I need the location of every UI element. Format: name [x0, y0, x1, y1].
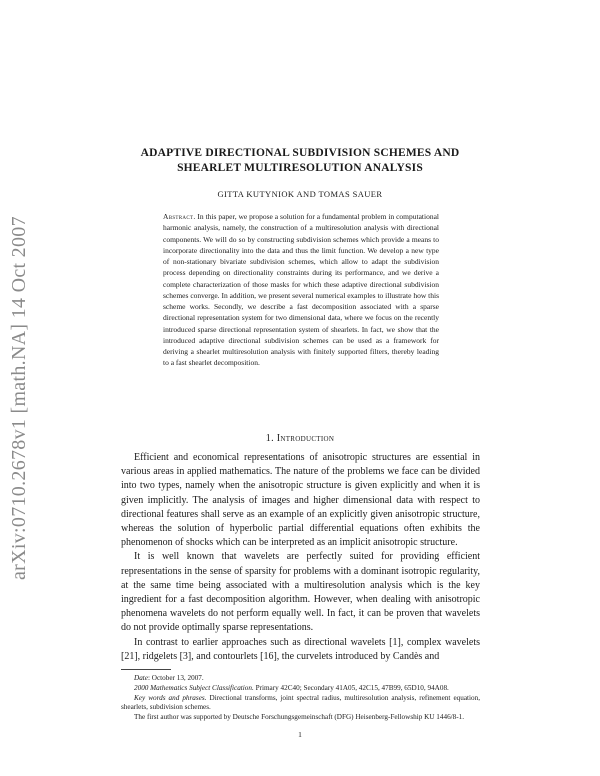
section-number: 1.	[265, 433, 274, 444]
footnote-support: The first author was supported by Deutsche Forschungsgemeinschaft (DFG) Heisenberg-Fellowship KU 1446/8-1.	[134, 713, 465, 722]
footnote-keywords	[121, 694, 480, 714]
footnote-rule	[121, 669, 171, 670]
footnote-msc-value: Primary 42C40; Secondary 41A05, 42C15, 47B99, 65D10, 94A08.	[253, 683, 449, 692]
authors: GITTA KUTYNIOK AND TOMAS SAUER	[217, 189, 383, 199]
paper-title-line-1: ADAPTIVE DIRECTIONAL SUBDIVISION SCHEMES AND	[140, 147, 460, 159]
page-number: 1	[298, 730, 302, 739]
body-text	[121, 451, 480, 664]
abstract	[163, 211, 439, 369]
footnote-date-label: Date	[134, 674, 148, 682]
abstract-text: In this paper, we propose a solution for a fundamental problem in computational harmonic analysis, namely, the construction of a multiresolution analysis with directional components. We will do so by constructing subdivision schemes which provide a means to incorporate directionality into the data and thus the limit function. We develop a new type of non-stationary bivariate subdivision schemes, which allow to adapt the subdivision process depending on directionality constraints during its performance, and we derive a complete characterization of those masks for which these adaptive directional subdivision schemes converge. In addition, we present several numerical examples to illustrate how this scheme works. Secondly, we describe a fast decomposition associated with a sparse directional representation system for two dimensional data, where we focus on the recently introduced sparse directional representation system of shearlets. In fact, we show that the introduced adaptive directional subdivision schemes can be used as a framework for deriving a shearlet multiresolution analysis with finitely supported filters, thereby leading to a fast shearlet decomposition.	[163, 212, 439, 368]
footnote-date-value: : October 13, 2007.	[147, 674, 204, 682]
footnote-keywords-label: Key words and phrases.	[134, 693, 207, 702]
footnote-msc-label: 2000 Mathematics Subject Classification.	[134, 683, 254, 692]
section-title: Introduction	[276, 433, 335, 444]
footnote-keywords-value: Directional transforms, joint spectral radius, multiresolution analysis, refinement equation, shearlets, subdivision schemes.	[121, 693, 480, 712]
footnotes	[121, 674, 480, 723]
footnote-date	[121, 674, 480, 684]
paragraph: In contrast to earlier approaches such as directional wavelets [1], complex wavelets [21], ridgelets [3], and contourlets [16], the curvelets introduced by Candès and	[121, 636, 480, 662]
section-heading	[100, 433, 500, 444]
paragraph: It is well known that wavelets are perfectly suited for providing efficient representations in the sense of sparsity for problems with a dominant isotropic regularity, at the same time being associated with a multiresolution analysis which is the key ingredient for a fast decomposition algorithm. However, when dealing with anisotropic phenomena wavelets do not perform equally well. In fact, it can be proven that wavelets do not provide optimally sparse representations.	[121, 551, 480, 634]
abstract-label: Abstract.	[163, 212, 196, 221]
paper-title-line-2: SHEARLET MULTIRESOLUTION ANALYSIS	[177, 162, 423, 174]
footnote-msc	[121, 684, 480, 694]
arxiv-stamp: arXiv:0710.2678v1 [math.NA] 14 Oct 2007	[8, 216, 30, 580]
paragraph: Efficient and economical representations of anisotropic structures are essential in various areas in applied mathematics. The nature of the problems we face can be divided into two types, namely when the anisotropic structure is given explicitly and when it is given implicitly. The analysis of images and higher dimensional data with respect to directional features shall serve as an example of an explicitly given anisotropic structure, whereas the solution of hyperbolic partial differential equations often exhibits the phenomenon of shocks which can be interpreted as an implicit anisotropic structure.	[121, 452, 480, 549]
